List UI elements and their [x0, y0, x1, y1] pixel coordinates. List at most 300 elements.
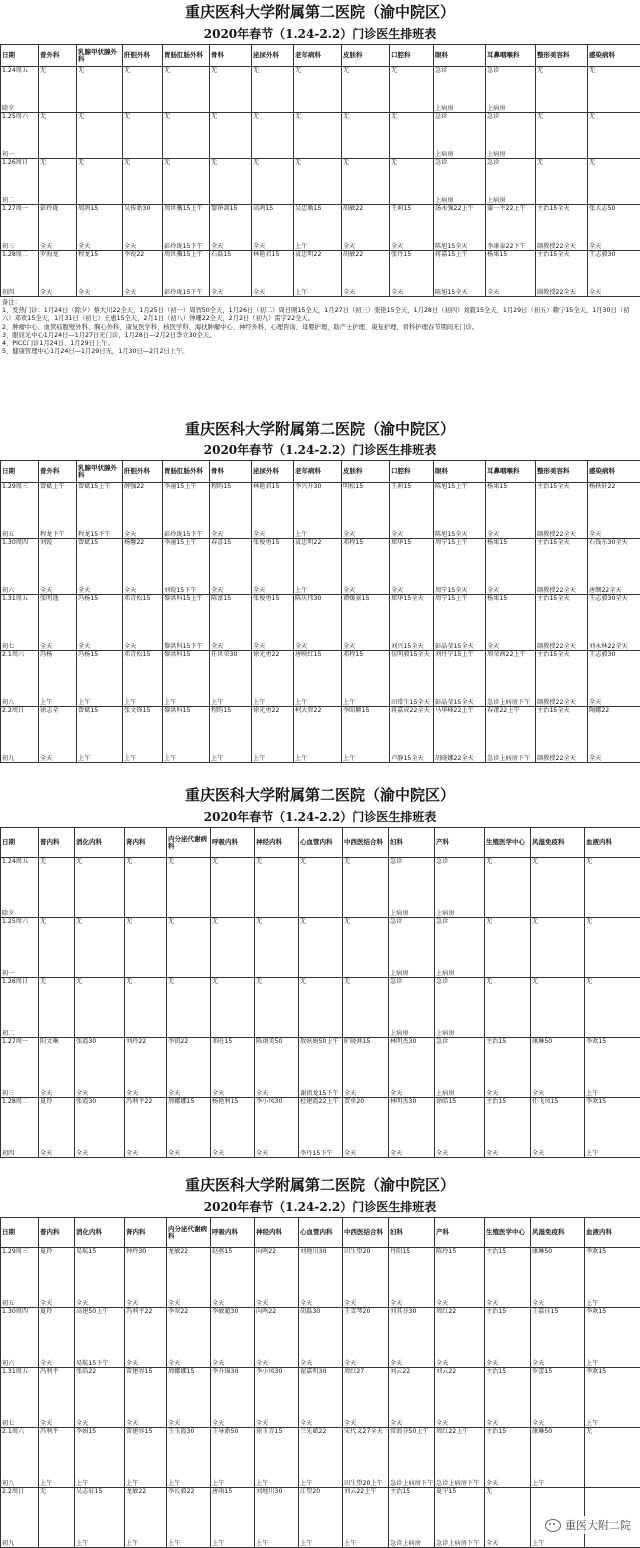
column-header: 中西医结合科: [343, 828, 389, 858]
table-cell: 全天: [39, 228, 77, 251]
table-cell: 急诊: [435, 1038, 485, 1068]
table-cell: 上午: [294, 274, 342, 297]
table-cell: 2.1周六: [1, 1428, 39, 1458]
note-line: 4、PICC门诊1月24日、1月29日上午。: [2, 340, 638, 348]
table-cell: 汤永强22上午: [434, 205, 486, 228]
table-cell: [39, 1518, 75, 1548]
table-cell: 1.29周三: [1, 1248, 39, 1278]
table-cell: 无: [77, 159, 123, 182]
table-cell: 无: [125, 858, 167, 888]
column-header: 胃肠肛肠外科: [163, 45, 210, 67]
table-cell: 无: [252, 67, 294, 90]
table-row: [1, 888, 640, 918]
table-cell: 全天: [252, 274, 294, 297]
table-cell: 程龙下午: [39, 511, 77, 539]
table-cell: 无: [531, 978, 585, 1008]
table-cell: 全天: [485, 1398, 531, 1428]
table-cell: 吴志轩15: [75, 1488, 125, 1518]
table-cell: 无: [75, 978, 125, 1008]
table-cell: 上病房: [434, 136, 486, 159]
table-row: [1, 595, 640, 623]
table-row: [1, 182, 640, 205]
table-cell: 周世骥15上午: [163, 251, 210, 274]
table-cell: 副教授22全天: [536, 735, 588, 763]
table-cell: 全天: [342, 228, 390, 251]
column-header: 泌尿外科: [252, 45, 294, 67]
table-cell: 急诊上病房下午: [486, 735, 536, 763]
table-cell: 王莉15: [390, 205, 434, 228]
table-cell: 初六: [1, 567, 39, 595]
table-cell: 高鸿15: [252, 205, 294, 228]
table-cell: 全天: [299, 1278, 343, 1308]
table-cell: 全天: [299, 1398, 343, 1428]
table-cell: 全天: [531, 1338, 585, 1368]
table-cell: 胡磊30: [299, 1308, 343, 1338]
table-cell: 全天: [343, 1128, 389, 1158]
table-cell: 徐玉青15: [255, 1428, 299, 1458]
table-cell: 李升锦30: [211, 1368, 255, 1398]
table-cell: 无: [255, 858, 299, 888]
table-cell: [163, 182, 210, 205]
table-cell: 春喜15: [210, 539, 252, 567]
table-cell: 上午: [211, 1458, 255, 1488]
table-cell: [588, 136, 640, 159]
table-cell: 无: [531, 918, 585, 948]
table-cell: 全天: [252, 567, 294, 595]
table-cell: [342, 182, 390, 205]
table-cell: 江望20: [299, 1488, 343, 1518]
table-cell: 上午: [342, 735, 390, 763]
table-cell: 上午: [294, 567, 342, 595]
table-row: [1, 90, 640, 113]
table-cell: 吴忠勤15: [294, 205, 342, 228]
column-header: 血液内科: [585, 1218, 640, 1248]
table-cell: 无: [167, 918, 211, 948]
table-cell: 无: [39, 858, 75, 888]
table-cell: 杨果15: [486, 251, 536, 274]
table-cell: 全天: [125, 1068, 167, 1098]
table-cell: [536, 182, 588, 205]
table-cell: 周红22: [435, 1308, 485, 1338]
table-cell: 初四: [1, 1128, 39, 1158]
table-cell: 周娜娜15: [167, 1368, 211, 1398]
table-cell: 黎洪科15下午: [163, 623, 210, 651]
table-row: [1, 651, 640, 679]
table-cell: 主治15: [485, 1098, 531, 1128]
table-cell: 急诊: [435, 978, 485, 1008]
table-row: [1, 1308, 640, 1338]
table-row: [1, 251, 640, 274]
table-cell: 邓程15: [342, 539, 390, 567]
hospital-title: 重庆医科大学附属第二医院（渝中院区）: [0, 1173, 640, 1197]
table-cell: 全天: [211, 1068, 255, 1098]
table-row: [1, 1098, 640, 1128]
table-cell: 张霞30: [75, 1038, 125, 1068]
column-header: 口腔科: [390, 461, 434, 483]
table-cell: 全天: [390, 567, 434, 595]
table-cell: 全天: [39, 1068, 75, 1098]
table-cell: 上午: [342, 679, 390, 707]
table-cell: 冯利平22: [125, 1098, 167, 1128]
table-cell: 徐光勇22: [252, 707, 294, 735]
column-header: 普内科: [39, 828, 75, 858]
table-cell: 全天: [75, 1278, 125, 1308]
table-cell: 马华峰22上午: [434, 707, 486, 735]
table-cell: [39, 136, 77, 159]
table-row: [1, 274, 640, 297]
table-cell: 王志毅30全天: [588, 595, 640, 623]
table-cell: [75, 1008, 125, 1038]
table-cell: 全天: [299, 1338, 343, 1368]
table-cell: 邓青松15: [123, 595, 163, 623]
table-cell: 周宁15上午: [434, 595, 486, 623]
table-cell: 上午: [531, 1458, 585, 1488]
table-row: [1, 136, 640, 159]
table-cell: [211, 948, 255, 978]
table-cell: 刘其芬30: [389, 1308, 435, 1338]
table-cell: 无: [585, 918, 640, 948]
table-cell: 任世荣30: [210, 651, 252, 679]
column-header: 消化内科: [75, 1218, 125, 1248]
table-cell: 无: [342, 67, 390, 90]
table-row: [1, 1068, 640, 1098]
table-cell: 杨艳利15: [211, 1098, 255, 1128]
table-cell: 上午: [585, 1068, 640, 1098]
table-cell: 李欢15: [585, 1248, 640, 1278]
table-cell: 刘云22: [435, 1368, 485, 1398]
table-cell: 全天: [485, 1068, 531, 1098]
table-row: [1, 948, 640, 978]
hospital-title: 重庆医科大学附属第二医院（渝中院区）: [0, 783, 640, 807]
table-cell: 主治15全天: [536, 707, 588, 735]
column-header: 肾内科: [125, 1218, 167, 1248]
table-cell: 敖妖娟50上午: [299, 1038, 343, 1068]
column-header: 耳鼻咽喉科: [486, 45, 536, 67]
table-cell: 李娟15: [75, 1428, 125, 1458]
column-header: 皮肤科: [342, 45, 390, 67]
table-cell: 卢静15全天: [390, 735, 434, 763]
table-cell: 上病房: [435, 1008, 485, 1038]
table-cell: [39, 948, 75, 978]
table-cell: 陈富15: [210, 595, 252, 623]
table-cell: 全天: [123, 623, 163, 651]
table-cell: 上午: [211, 1518, 255, 1548]
table-cell: 无: [39, 1488, 75, 1518]
table-cell: 刘锐15下午: [163, 567, 210, 595]
note-line: 1、发热门诊：1月24日（除夕）蔡大川22全天，1月25日（初一）周智50全天，1月26日（初二）周日刚15全天，1月27日（初三）张艳15全天，1月28日（初四）刘毅15全天，1月29日（初五）赖宁15全天，1月30日（初六）邓欢15全天，1月31日（初七）王惠15全天，2月1日（初八）钟珊22全天，2月2日（初九）雷宇22全天。: [2, 307, 638, 323]
table-cell: 冯杨: [39, 651, 77, 679]
table-cell: 上午: [75, 1458, 125, 1488]
table-cell: 全天: [167, 1128, 211, 1158]
table-cell: 全天: [125, 1278, 167, 1308]
table-cell: 薛强22: [123, 483, 163, 511]
table-cell: 上午: [343, 1518, 389, 1548]
column-header: 神经内科: [255, 1218, 299, 1248]
table-cell: 上午: [252, 679, 294, 707]
table-cell: 无: [39, 113, 77, 136]
column-header: 乳腺甲状腺外科: [77, 461, 123, 483]
table-cell: 周世骥15上午: [163, 205, 210, 228]
table-cell: 全天: [588, 679, 640, 707]
table-cell: [77, 182, 123, 205]
table-cell: 林明杰30: [389, 1098, 435, 1128]
table-cell: 全天: [486, 567, 536, 595]
table-cell: [167, 1008, 211, 1038]
table-cell: 全天: [343, 1068, 389, 1098]
table-cell: 主治15: [485, 1248, 531, 1278]
table-cell: 冯利平: [39, 1368, 75, 1398]
table-cell: [585, 948, 640, 978]
table-cell: 1.24周五: [1, 67, 39, 90]
table-cell: [210, 90, 252, 113]
table-cell: 刘云22上午: [343, 1488, 389, 1518]
table-cell: 王玉霞30: [167, 1428, 211, 1458]
table-cell: 向鸣22: [255, 1248, 299, 1278]
table-cell: 陈旭15全天: [434, 511, 486, 539]
table-cell: 全天: [389, 1278, 435, 1308]
table-cell: 李小凤30: [255, 1098, 299, 1128]
table-cell: 全天: [588, 511, 640, 539]
table-cell: 黎洪科15: [163, 651, 210, 679]
table-cell: 1.28周二: [1, 1098, 39, 1128]
table-cell: 上午: [167, 1518, 211, 1548]
table-cell: 无: [343, 858, 389, 888]
table-cell: 急诊: [434, 113, 486, 136]
table-cell: 无: [163, 113, 210, 136]
table-cell: 主治15全天: [536, 539, 588, 567]
table-cell: 王嘉佳15: [531, 1308, 585, 1338]
table-cell: [342, 90, 390, 113]
table-cell: 无: [77, 113, 123, 136]
table-cell: 周红22上午: [435, 1428, 485, 1458]
table-cell: [123, 182, 163, 205]
table-cell: 全天: [343, 1398, 389, 1428]
table-cell: 全天: [211, 1338, 255, 1368]
table-cell: [39, 888, 75, 918]
table-cell: 全天: [125, 1338, 167, 1368]
schedule-subtitle: 2020年春节（1.24-2.2）门诊医生排班表: [0, 24, 640, 44]
column-header: 骨科: [210, 45, 252, 67]
table-cell: 无: [299, 858, 343, 888]
table-cell: 李潼15上午: [163, 483, 210, 511]
table-cell: 陈旭15全天: [434, 228, 486, 251]
watermark: [542, 1516, 634, 1534]
table-cell: 初五: [1, 511, 39, 539]
table-cell: 张俊勇15: [252, 539, 294, 567]
table-cell: [252, 182, 294, 205]
table-row: [1, 918, 640, 948]
table-cell: 蒋嘉15上午: [434, 251, 486, 274]
table-cell: 兰先斌22: [299, 1428, 343, 1458]
table-cell: 无: [536, 67, 588, 90]
table-cell: 无: [585, 978, 640, 1008]
table-row: [1, 1458, 640, 1488]
table-cell: [390, 90, 434, 113]
table-cell: 高建50上午: [75, 1308, 125, 1338]
table-cell: 贺单20: [343, 1098, 389, 1128]
table-row: [1, 113, 640, 136]
table-cell: 副教授22全天: [536, 679, 588, 707]
table-cell: [39, 90, 77, 113]
table-cell: 全天: [389, 1338, 435, 1368]
table-cell: 急诊上病房: [389, 1518, 435, 1548]
schedule-table-2: [0, 460, 640, 763]
column-header: 骨科: [210, 461, 252, 483]
table-cell: 上午: [125, 1518, 167, 1548]
table-cell: 胡敏22: [342, 205, 390, 228]
table-row: [1, 159, 640, 182]
table-cell: [536, 136, 588, 159]
table-cell: 初六: [1, 1338, 39, 1368]
table-cell: [167, 948, 211, 978]
table-cell: [585, 1488, 640, 1518]
column-header: 老年病科: [294, 45, 342, 67]
table-header-row: [1, 461, 640, 483]
table-cell: 无: [125, 978, 167, 1008]
table-cell: 无: [255, 918, 299, 948]
table-cell: 全天: [588, 274, 640, 297]
table-cell: 全天: [75, 1128, 125, 1158]
table-row: [1, 858, 640, 888]
table-cell: 无: [39, 978, 75, 1008]
table-cell: 易航15下午: [75, 1338, 125, 1368]
table-row: [1, 1338, 640, 1368]
table-cell: 急诊: [486, 113, 536, 136]
table-cell: 全天: [123, 511, 163, 539]
table-cell: 王志毅30: [588, 251, 640, 274]
table-cell: 冯杨15: [77, 595, 123, 623]
table-cell: 程昀15: [210, 707, 252, 735]
table-cell: 上午: [252, 735, 294, 763]
column-header: 日期: [1, 828, 39, 858]
table-cell: 无: [77, 67, 123, 90]
table-cell: 雷建容15: [125, 1428, 167, 1458]
table-cell: 全天: [39, 1128, 75, 1158]
column-header: 整形美容科: [536, 45, 588, 67]
table-cell: 主治15全天: [536, 483, 588, 511]
table-cell: 黎洪科15上午: [163, 595, 210, 623]
table-cell: 田生望20上午: [343, 1458, 389, 1488]
table-cell: 胡晓娜22全天: [434, 735, 486, 763]
table-cell: 全天: [39, 1398, 75, 1428]
table-cell: 李潼15上午: [163, 539, 210, 567]
table-cell: 全天: [255, 1278, 299, 1308]
table-cell: [343, 888, 389, 918]
table-cell: 钟玲30: [125, 1248, 167, 1278]
table-cell: 张俊勇15: [252, 595, 294, 623]
table-cell: 周荣茜22上午: [486, 651, 536, 679]
table-cell: 张霞30: [75, 1098, 125, 1128]
table-cell: 冯杨15: [77, 651, 123, 679]
table-cell: 上午: [39, 1458, 75, 1488]
table-cell: 初二: [1, 182, 39, 205]
table-row: [1, 1038, 640, 1068]
table-cell: [255, 888, 299, 918]
table-cell: 全天: [77, 567, 123, 595]
table-cell: 无: [75, 918, 125, 948]
column-header: 老年病科: [294, 461, 342, 483]
table-cell: 上午: [294, 735, 342, 763]
table-cell: 全天: [531, 1068, 585, 1098]
table-cell: 全天: [125, 1128, 167, 1158]
table-cell: 上午: [531, 1518, 585, 1548]
table-cell: 柯大智22: [294, 707, 342, 735]
table-cell: 全天: [485, 1518, 531, 1548]
table-cell: 初一: [1, 948, 39, 978]
table-cell: 全天: [125, 1398, 167, 1428]
table-cell: 周宁15上午: [434, 539, 486, 567]
table-cell: 除夕: [1, 90, 39, 113]
table-cell: 1.31周五: [1, 595, 39, 623]
table-cell: 主治15: [485, 1308, 531, 1338]
column-header: 内分泌代谢病科: [167, 828, 211, 858]
table-cell: 杨馨22: [123, 539, 163, 567]
table-cell: 刘地川30: [255, 1488, 299, 1518]
table-row: [1, 1488, 640, 1518]
column-header: 日期: [1, 461, 39, 483]
table-cell: 无: [123, 159, 163, 182]
table-cell: [39, 182, 77, 205]
table-cell: 急诊: [435, 858, 485, 888]
table-cell: 无: [390, 67, 434, 90]
column-header: 眼科: [434, 45, 486, 67]
table-cell: 无: [485, 978, 531, 1008]
table-cell: 杨果15: [486, 595, 536, 623]
table-cell: 全天: [435, 1278, 485, 1308]
table-cell: 郑华15全天: [390, 595, 434, 623]
table-cell: 无: [167, 858, 211, 888]
table-cell: 李小凤30: [255, 1368, 299, 1398]
table-cell: 全天: [123, 228, 163, 251]
table-cell: 全天: [210, 511, 252, 539]
table-cell: 上病房: [434, 90, 486, 113]
table-row: [1, 1008, 640, 1038]
table-cell: 无: [485, 1488, 531, 1518]
column-header: 耳鼻咽喉科: [486, 461, 536, 483]
table-cell: 彭玲珑15下午: [163, 228, 210, 251]
table-cell: 1.30周四: [1, 1308, 39, 1338]
table-cell: 上午: [210, 735, 252, 763]
table-cell: 2.1周六: [1, 651, 39, 679]
table-cell: 全天: [485, 1128, 531, 1158]
table-cell: 无: [211, 918, 255, 948]
table-cell: 全天: [435, 1338, 485, 1368]
table-cell: [585, 888, 640, 918]
column-header: 呼吸内科: [211, 1218, 255, 1248]
table-cell: 陶娜22: [588, 707, 640, 735]
table-cell: 全天: [210, 274, 252, 297]
table-cell: 2.2周日: [1, 707, 39, 735]
column-header: 产科: [435, 1218, 485, 1248]
table-row: [1, 978, 640, 1008]
table-cell: 刘锐: [39, 539, 77, 567]
table-row: [1, 511, 640, 539]
table-cell: 全天: [255, 1128, 299, 1158]
table-cell: 黎洪科15: [163, 707, 210, 735]
table-header-row: [1, 828, 640, 858]
table-cell: 上午: [299, 1458, 343, 1488]
table-cell: 无: [123, 67, 163, 90]
table-cell: 初八: [1, 1458, 39, 1488]
table-cell: 邓旺15: [211, 1038, 255, 1068]
table-cell: 上午: [585, 1128, 640, 1158]
table-cell: 全天: [210, 567, 252, 595]
table-cell: 初三: [1, 228, 39, 251]
table-cell: 全天: [342, 567, 390, 595]
table-cell: 全天: [255, 1398, 299, 1428]
table-cell: 无: [294, 113, 342, 136]
table-cell: 李丹15下午: [299, 1128, 343, 1158]
